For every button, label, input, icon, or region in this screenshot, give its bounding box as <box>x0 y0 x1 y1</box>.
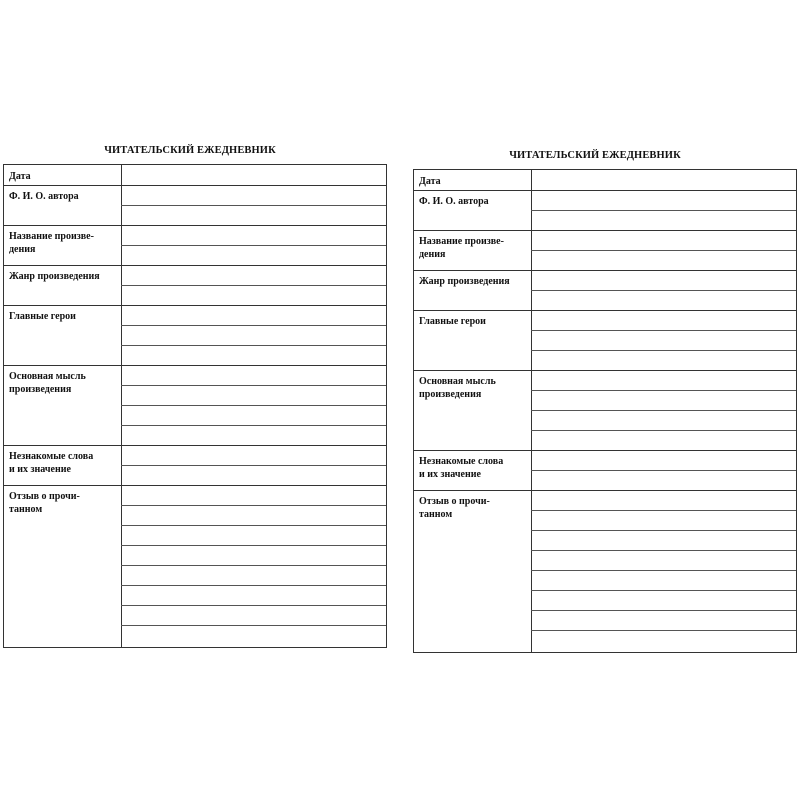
field-label: Ф. И. О. автора <box>9 191 79 202</box>
writing-line[interactable] <box>121 545 386 546</box>
writing-line[interactable] <box>121 205 386 206</box>
writing-line[interactable] <box>121 565 386 566</box>
writing-line[interactable] <box>121 425 386 426</box>
diary-page-right <box>413 148 797 658</box>
writing-line[interactable] <box>531 390 796 391</box>
writing-line[interactable] <box>121 325 386 326</box>
writing-line[interactable] <box>531 410 796 411</box>
field-label: Незнакомые слова и их значение <box>419 456 504 480</box>
writing-line[interactable] <box>121 385 386 386</box>
section-divider <box>4 185 386 186</box>
section-divider <box>4 485 386 486</box>
diary-page-left <box>3 140 387 650</box>
page-title: ЧИТАТЕЛЬСКИЙ ЕЖЕДНЕВНИК <box>104 145 276 156</box>
page-title: ЧИТАТЕЛЬСКИЙ ЕЖЕДНЕВНИК <box>509 150 681 161</box>
section-divider <box>414 450 796 451</box>
writing-line[interactable] <box>531 470 796 471</box>
field-label: Основная мысль произведения <box>9 371 86 395</box>
field-label: Главные герои <box>419 316 486 327</box>
section-divider <box>4 305 386 306</box>
section-divider <box>4 365 386 366</box>
writing-line[interactable] <box>531 430 796 431</box>
field-label: Жанр произведения <box>9 271 100 282</box>
writing-line[interactable] <box>531 350 796 351</box>
writing-line[interactable] <box>531 630 796 631</box>
section-divider <box>414 270 796 271</box>
writing-line[interactable] <box>531 610 796 611</box>
writing-line[interactable] <box>531 570 796 571</box>
field-label: Название произве- дения <box>9 231 94 255</box>
field-label: Отзыв о прочи- танном <box>419 496 490 520</box>
section-divider <box>4 445 386 446</box>
writing-line[interactable] <box>121 605 386 606</box>
writing-line[interactable] <box>121 525 386 526</box>
writing-line[interactable] <box>121 465 386 466</box>
section-divider <box>414 310 796 311</box>
diary-form <box>413 169 797 653</box>
writing-line[interactable] <box>531 530 796 531</box>
writing-line[interactable] <box>121 505 386 506</box>
writing-line[interactable] <box>121 345 386 346</box>
writing-line[interactable] <box>531 330 796 331</box>
writing-line[interactable] <box>121 625 386 626</box>
writing-line[interactable] <box>531 210 796 211</box>
writing-line[interactable] <box>531 250 796 251</box>
field-label: Незнакомые слова и их значение <box>9 451 94 475</box>
field-label: Жанр произведения <box>419 276 510 287</box>
field-label: Ф. И. О. автора <box>419 196 489 207</box>
section-divider <box>414 490 796 491</box>
field-label: Дата <box>419 176 441 187</box>
writing-line[interactable] <box>531 290 796 291</box>
writing-line[interactable] <box>121 245 386 246</box>
field-label: Дата <box>9 171 31 182</box>
diary-form <box>3 164 387 648</box>
writing-line[interactable] <box>121 285 386 286</box>
section-divider <box>414 370 796 371</box>
writing-line[interactable] <box>121 585 386 586</box>
field-label: Главные герои <box>9 311 76 322</box>
section-divider <box>414 230 796 231</box>
writing-line[interactable] <box>531 550 796 551</box>
writing-line[interactable] <box>121 405 386 406</box>
section-divider <box>4 265 386 266</box>
field-label: Название произве- дения <box>419 236 504 260</box>
writing-line[interactable] <box>531 510 796 511</box>
field-label: Отзыв о прочи- танном <box>9 491 80 515</box>
section-divider <box>4 225 386 226</box>
section-divider <box>414 190 796 191</box>
writing-line[interactable] <box>531 590 796 591</box>
field-label: Основная мысль произведения <box>419 376 496 400</box>
